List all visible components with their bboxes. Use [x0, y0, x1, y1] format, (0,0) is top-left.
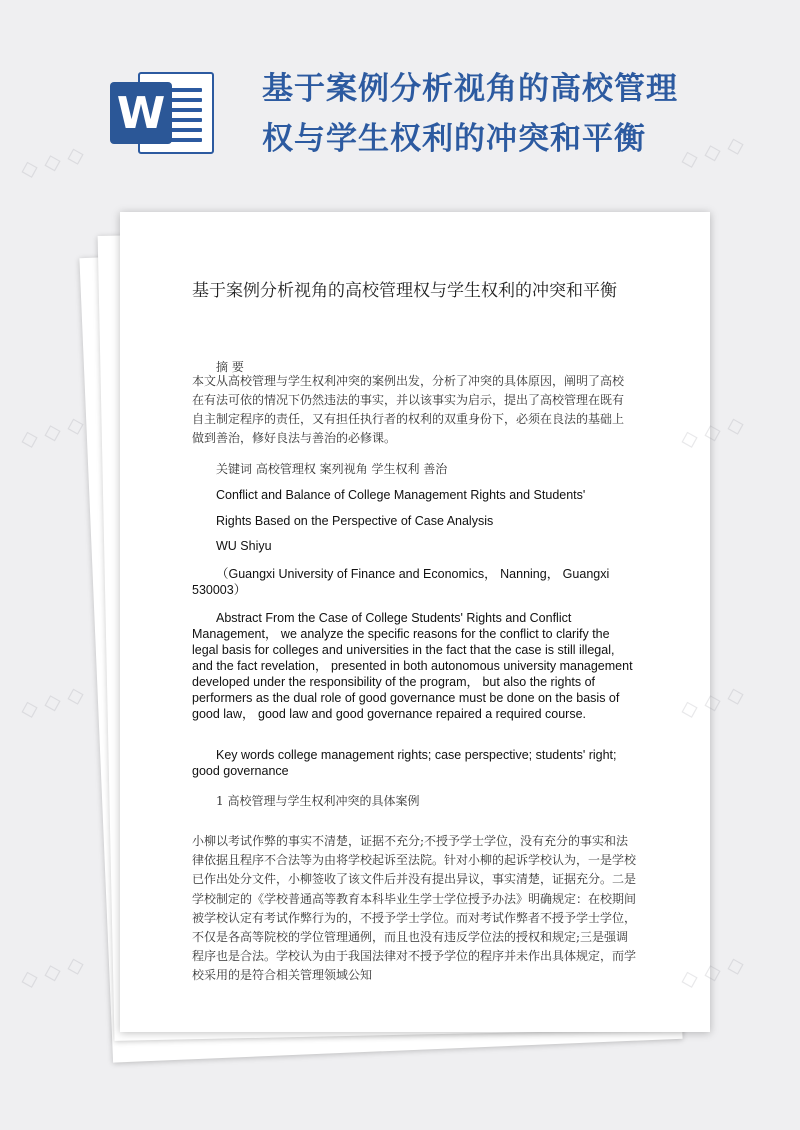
english-keywords: Key words college management rights; case perspective; students' right; good governance: [192, 748, 617, 778]
watermark-mark: ◇ ◇ ◇: [17, 951, 87, 994]
abstract-label: 摘 要: [216, 360, 244, 374]
document-page: [120, 212, 710, 1032]
header-title: 基于案例分析视角的高校管理权与学生权利的冲突和平衡: [262, 71, 678, 157]
word-document-icon: [110, 72, 214, 154]
watermark-mark: ◇ ◇ ◇: [677, 131, 747, 174]
document-title: 基于案例分析视角的高校管理权与学生权利的冲突和平衡: [192, 281, 617, 301]
watermark-mark: ◇ ◇ ◇: [677, 681, 747, 724]
author-affiliation: （Guangxi University of Finance and Economics， Nanning， Guangxi 530003）: [192, 567, 610, 597]
section-body-text: 小柳以考试作弊的事实不清楚，证据不充分;不授予学士学位，没有充分的事实和法律依据且程序不合法等为由将学校起诉至法院。针对小柳的起诉学校认为，一是学校已作出处分文件，小柳签收了该文件后并没有提出异议，事实清楚，证据充分。二是学校制定的《学校普通高等教育本科毕业生学士学位授予办法》明确规定：在校期间被学校认定有考试作弊行为的，不授予学士学位。而对考试作弊者不授予学士学位，不仅是各高等院校的学位管理通例，而且也没有违反学位法的授权和规定;三是强调程序也是合法。学校认为由于我国法律对不授予学位的程序并未作出具体规定，而学校采用的是符合相关管理领域公知: [192, 834, 637, 983]
watermark-mark: ◇ ◇ ◇: [17, 411, 87, 454]
section-heading: 1 高校管理与学生权利冲突的具体案例: [216, 794, 420, 808]
watermark-mark: ◇ ◇ ◇: [677, 951, 747, 994]
watermark-mark: ◇ ◇ ◇: [17, 681, 87, 724]
english-title-line2: Rights Based on the Perspective of Case Analysis: [216, 514, 494, 528]
keywords-cn: 关键词 高校管理权 案列视角 学生权利 善治: [216, 462, 448, 476]
watermark-mark: ◇ ◇ ◇: [17, 141, 87, 184]
english-abstract: Abstract From the Case of College Students' Rights and Conflict Management， we analyze the specific reasons for the conflict to clarify the legal basis for colleges and universities in the fact that the case is still illegal, and the fact revelation， presented in both autonomous university management developed under the responsibility of the program， but also the rights of performers as the dual role of good governance must be done on the basis of good law， good law and good governance repaired a required course.: [192, 611, 633, 721]
abstract-text: 本文从高校管理与学生权利冲突的案例出发，分析了冲突的具体原因，阐明了高校在有法可依的情况下仍然违法的事实，并以该事实为启示，提出了高校管理在既有自主制定程序的责任，又有担任执行者的权利的双重身份下，必须在良法的基础上做到善治，修好良法与善治的必修课。: [192, 374, 625, 445]
word-logo-badge: W: [110, 82, 172, 144]
author-name: WU Shiyu: [216, 539, 272, 553]
watermark-mark: ◇ ◇ ◇: [677, 411, 747, 454]
english-title-line1: Conflict and Balance of College Management Rights and Students': [216, 488, 586, 502]
